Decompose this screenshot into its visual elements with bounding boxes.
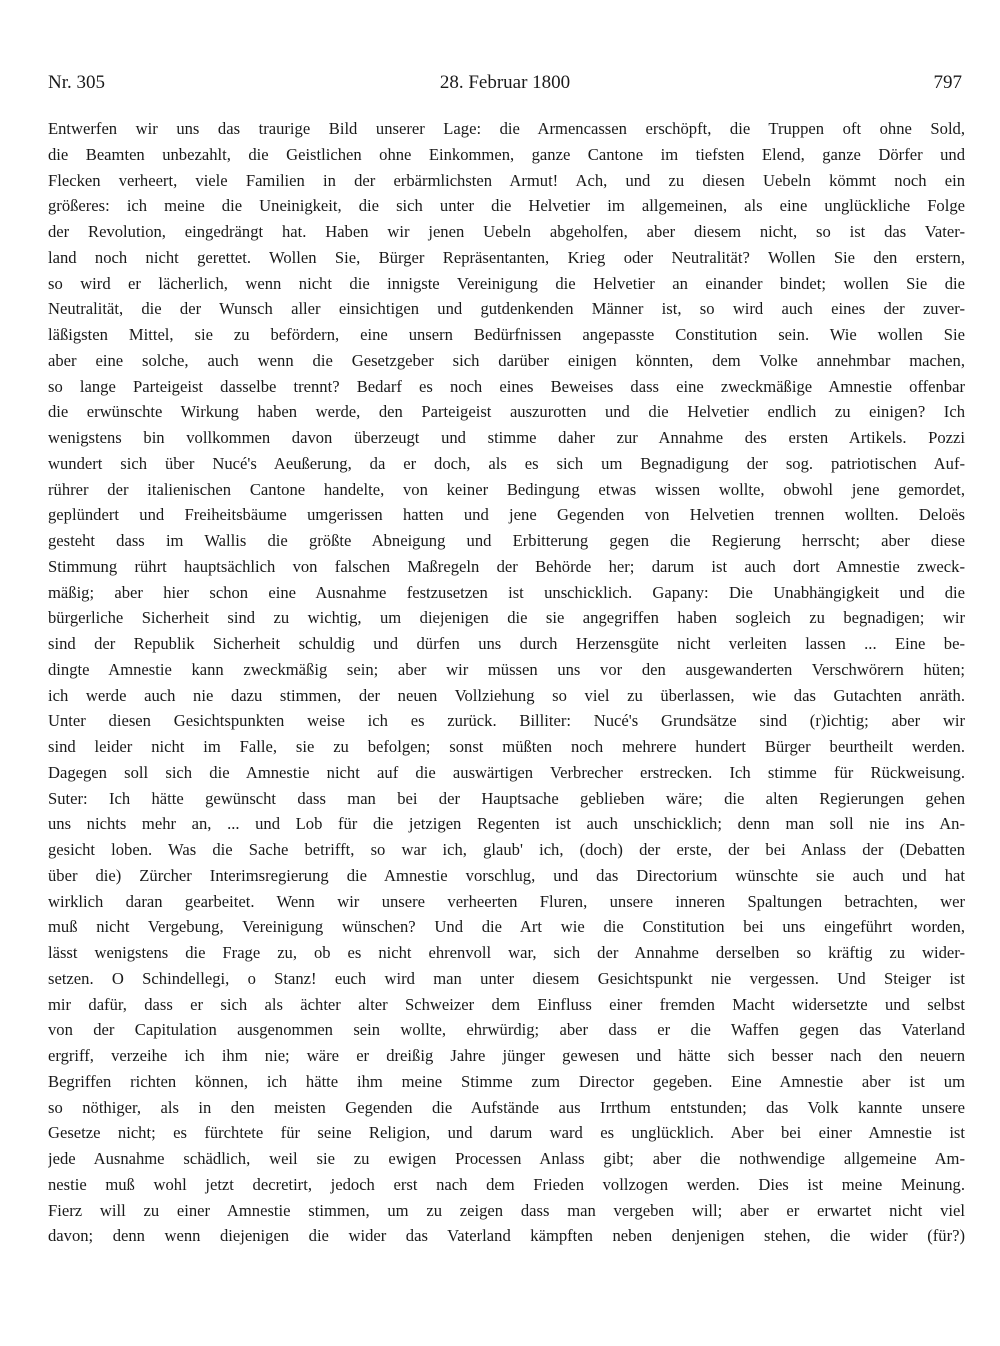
text-line: dingte Amnestie kann zweckmäßig sein; aber wir müssen uns vor den ausgewanderten Verschwörern hüten; (48, 659, 965, 679)
text-line: jede Ausnahme schädlich, weil sie zu ewigen Processen Anlass gibt; aber die nothwendige allgemeine Am- (48, 1149, 965, 1168)
text-line: nestie muß wohl jetzt decretirt, jedoch erst nach dem Frieden vollzogen werden. Dies ist meine Meinung. (48, 1174, 965, 1194)
text-line: wenigstens bin vollkommen davon überzeugt und stimme daher zur Annahme des ersten Artikels. Pozzi (48, 428, 965, 447)
text-line: Entwerfen wir uns das traurige Bild unserer Lage: die Armencassen erschöpft, die Truppen oft ohne Sold, (48, 119, 965, 138)
text-line: gesicht loben. Was die Sache betrifft, so war ich, glaub' ich, (doch) der erste, der bei Anlass der (Debatten (48, 840, 965, 859)
text-line: Gesetze nicht; es fürchtete für seine Religion, und darum ward es unglücklich. Aber bei einer Amnestie ist (48, 1123, 965, 1143)
text-line: sind der Republik Sicherheit schuldig und dürfen uns durch Herzensgüte nicht verleiten lassen ... Eine be- (48, 634, 965, 653)
text-line: läßigsten Mittel, sie zu befördern, eine unsern Bedürfnissen angepasste Constitution sein. Wie wollen Sie (48, 325, 965, 344)
text-line: bürgerliche Sicherheit sind zu wichtig, um diejenigen die sie angegriffen haben sogleich zu begnadigen; wir (48, 608, 965, 628)
header-date: 28. Februar 1800 (439, 72, 571, 93)
text-line: die erwünschte Wirkung haben werde, den Parteigeist auszurotten und die Helvetier endlich zu einigen? Ich (48, 402, 965, 422)
text-line: Neutralität, die der Wunsch aller einsichtigen und gutdenkenden Männer ist, so wird auch eines der zuver- (48, 299, 965, 319)
text-line: geplündert und Freiheitsbäume umgerissen hatten und jene Gegenden von Helvetien trennen wollten. Deloës (48, 505, 965, 525)
text-line: land noch nicht gerettet. Wollen Sie, Bürger Repräsentanten, Krieg oder Neutralität? Wollen Sie den erstern, (48, 247, 965, 267)
text-line: Suter: Ich hätte gewünscht dass man bei der Hauptsache geblieben wäre; die alten Regierungen gehen (48, 788, 965, 808)
text-line: die Beamten unbezahlt, die Geistlichen ohne Einkommen, ganze Cantone im tiefsten Elend, ganze Dörfer und (48, 144, 965, 164)
page-number: 797 (933, 72, 962, 93)
text-line: lässt wenigstens die Frage zu, ob es nicht ehrenvoll war, sich der Annahme derselben so kräftig zu wider- (48, 943, 965, 962)
text-line: so lange Parteigeist dasselbe trennt? Bedarf es noch eines Beweises dass eine zweckmäßige Amnestie offenbar (48, 376, 965, 396)
text-line: Flecken verheert, viele Familien in der erbärmlichsten Armut! Ach, und zu diesen Uebeln kömmt noch ein (48, 170, 965, 190)
text-line: der Revolution, eingedrängt hat. Haben wir jenen Uebeln abgeholfen, aber diesem nicht, so ist das Vater- (48, 222, 965, 241)
text-line: von der Capitulation ausgenommen sein wollte, ehrwürdig; aber dass er die Waffen gegen das Vaterland (48, 1020, 965, 1040)
text-line: wirklich daran gearbeitet. Wenn wir unsere verheerten Fluren, unsere inneren Spaltungen betrachten, wer (48, 891, 965, 911)
text-line: über die) Zürcher Interimsregierung die Amnestie vorschlug, und das Directorium wünschte sie auch und hat (48, 865, 965, 885)
body-text (48, 116, 965, 1249)
text-line: größeres: ich meine die Uneinigkeit, die sich unter die Helvetier im allgemeinen, als eine unglückliche Folge (48, 196, 965, 216)
text-line: wundert sich über Nucé's Aeußerung, da er doch, als es sich um Begnadigung der sog. patriotischen Auf- (48, 453, 965, 473)
running-header (48, 72, 962, 102)
text-line: Begriffen richten können, ich hätte ihm meine Stimme zum Director gegeben. Eine Amnestie aber ist um (48, 1071, 965, 1091)
text-line: Fierz will zu einer Amnestie stimmen, um zu zeigen dass man vergeben will; aber er erwartet nicht viel (48, 1200, 965, 1220)
text-line: muß nicht Vergebung, Vereinigung wünschen? Und die Art wie die Constitution bei uns eingeführt worden, (48, 917, 965, 937)
text-line: Dagegen soll sich die Amnestie nicht auf die auswärtigen Verbrecher erstrecken. Ich stimme für Rückweisung. (48, 762, 965, 782)
text-line: rührer der italienischen Cantone handelte, von keiner Bedingung etwas wissen wollte, obwohl jene gemordet, (48, 479, 965, 499)
text-line: mir dafür, dass er sich als ächter alter Schweizer dem Einfluss einer fremden Macht widersetzte und selbst (48, 994, 965, 1014)
text-line: gesteht dass im Wallis die größte Abneigung und Erbitterung gegen die Regierung herrscht; aber diese (48, 531, 965, 550)
text-line: davon; denn wenn diejenigen die wider das Vaterland kämpften neben denjenigen stehen, die wider (für?) (48, 1226, 965, 1246)
text-line: so wird er lächerlich, wenn nicht die innigste Vereinigung die Helvetier an einander bindet; wollen Sie die (48, 273, 965, 293)
text-line: ich werde auch nie dazu stimmen, der neuen Vollziehung so viel zu überlassen, wie das Gutachten anräth. (48, 685, 965, 705)
text-line: ergriff, verzeihe ich ihm nie; wäre er dreißig Jahre jünger gewesen und hätte sich besser nach den neuern (48, 1046, 965, 1065)
text-line: mäßig; aber hier schon eine Ausnahme festzusetzen ist unschicklich. Gapany: Die Unabhängigkeit und die (48, 582, 965, 602)
text-line: aber eine solche, auch wenn die Gesetzgeber sich darüber einigen könnten, dem Volke annehmbar machen, (48, 350, 965, 370)
text-line: Unter diesen Gesichtspunkten weise ich es zurück. Billiter: Nucé's Grundsätze sind (r)ichtig; aber wir (48, 711, 965, 731)
text-line: uns nichts mehr an, ... und Lob für die jetzigen Regenten ist auch unschicklich; denn man soll nie ins An- (48, 814, 965, 834)
text-line: sind leider nicht im Falle, sie zu befolgen; sonst müßten noch mehrere hundert Bürger beurtheilt werden. (48, 737, 965, 756)
text-line: Stimmung rührt hauptsächlich von falschen Maßregeln der Behörde her; darum ist auch dort Amnestie zweck- (48, 556, 965, 576)
text-line: so nöthiger, als in den meisten Gegenden die Aufstände aus Irrthum entstunden; das Volk kannte unsere (48, 1097, 965, 1117)
text-line: setzen. O Schindellegi, o Stanz! euch wird man unter diesem Gesichtspunkt nie vergessen. Und Steiger ist (48, 968, 965, 988)
document-number: Nr. 305 (48, 72, 105, 93)
